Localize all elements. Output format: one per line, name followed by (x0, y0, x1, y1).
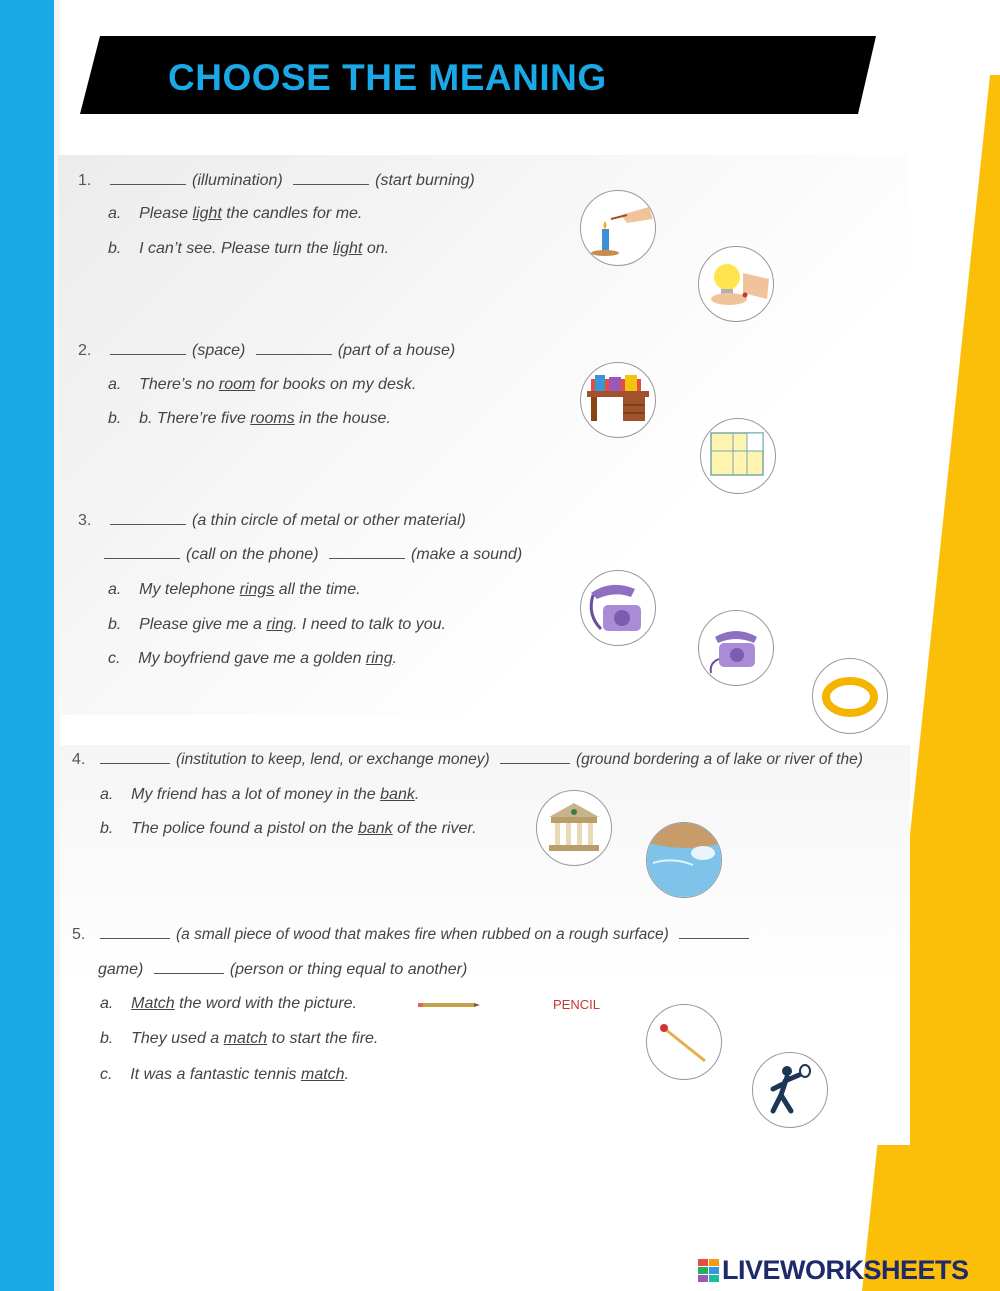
q1-def-1: (illumination) (192, 172, 283, 189)
q3-definition-2 (98, 546, 522, 564)
q4-b-label: b. (100, 820, 114, 837)
ring-icon[interactable] (812, 658, 888, 734)
q5-c-word: match (300, 1066, 345, 1083)
q2-a-label: a. (108, 376, 122, 393)
q3-c-pre: My boyfriend gave me a golden (138, 650, 366, 667)
q4-number: 4. (72, 751, 86, 768)
q5-b-label: b. (100, 1030, 114, 1047)
q3-c-word: ring (365, 650, 393, 667)
q3-number: 3. (78, 512, 92, 529)
q3-definition-1 (104, 512, 466, 530)
pencil-label: PENCIL (553, 997, 600, 1012)
q4-a-label: a. (100, 786, 114, 803)
q3-blank-3[interactable] (329, 546, 405, 559)
phone-icon[interactable] (580, 570, 656, 646)
q2-definitions (104, 342, 455, 360)
q3-b-label: b. (108, 616, 122, 633)
q1-b-label: b. (108, 240, 122, 257)
q2-a-post: for books on my desk. (255, 376, 417, 393)
riverbank-icon[interactable] (646, 822, 722, 898)
q1-blank-1[interactable] (110, 172, 186, 185)
q1-b-pre: I can’t see. Please turn the (139, 240, 334, 257)
q5-a-label: a. (100, 995, 114, 1012)
q5-a-post: the word with the picture. (174, 995, 358, 1012)
liveworksheets-logo: LIVEWORKSHEETS (722, 1255, 969, 1285)
q3-b-word: ring (266, 616, 293, 633)
q1-a-word: light (192, 205, 222, 222)
q1-a-post: the candles for me. (221, 205, 363, 222)
q3-def-3: (make a sound) (410, 546, 523, 563)
q1-sentence-b (108, 240, 389, 258)
q5-c-pre: It was a fantastic tennis (130, 1066, 301, 1083)
q1-b-word: light (333, 240, 363, 257)
candle-icon[interactable] (580, 190, 656, 266)
q5-c-post: . (344, 1066, 350, 1083)
q1-b-post: on. (362, 240, 390, 257)
q2-b-label: b. (108, 410, 122, 427)
liveworksheets-logo-mark (698, 1259, 720, 1283)
floorplan-icon[interactable] (700, 418, 776, 494)
q3-c-label: c. (108, 650, 121, 667)
q3-a-post: all the time. (274, 581, 361, 598)
q1-number: 1. (78, 172, 92, 189)
q1-blank-2[interactable] (293, 172, 369, 185)
q2-b-pre: b. There’re five (139, 410, 251, 427)
telephone-icon[interactable] (698, 610, 774, 686)
pencil-icon (418, 1000, 482, 1010)
q3-def-2: (call on the phone) (186, 546, 319, 563)
q1-a-pre: Please (139, 205, 193, 222)
q3-sentence-c (108, 650, 397, 668)
q2-blank-1[interactable] (110, 342, 186, 355)
q4-def-2: (ground bordering a of lake or river of the) (575, 751, 863, 768)
q2-number: 2. (78, 342, 92, 359)
q4-def-1: (institution to keep, lend, or exchange money) (176, 751, 490, 768)
q1-def-2: (start burning) (375, 172, 475, 189)
q5-c-label: c. (100, 1066, 113, 1083)
q4-sentence-a (100, 786, 419, 804)
q2-sentence-b (108, 410, 391, 428)
q4-blank-1[interactable] (100, 751, 170, 764)
q5-number: 5. (72, 926, 86, 943)
q5-sentence-b (100, 1030, 378, 1048)
q2-sentence-a (108, 376, 416, 394)
q5-def-3: (person or thing equal to another) (229, 961, 468, 978)
bank-building-icon[interactable] (536, 790, 612, 866)
q3-blank-2[interactable] (104, 546, 180, 559)
q4-a-word: bank (380, 786, 415, 803)
q4-a-post: . (414, 786, 420, 803)
q4-a-pre: My friend has a lot of money in the (131, 786, 381, 803)
q1-sentence-a (108, 205, 362, 223)
q4-blank-2[interactable] (500, 751, 570, 764)
q5-blank-1[interactable] (100, 926, 170, 939)
page-title: CHOOSE THE MEANING (168, 57, 607, 98)
q2-a-word: room (218, 376, 256, 393)
q3-c-post: . (392, 650, 398, 667)
q4-sentence-b (100, 820, 477, 838)
q5-def-2: game) (98, 961, 144, 978)
q2-b-word: rooms (250, 410, 295, 427)
q5-blank-3[interactable] (154, 961, 224, 974)
q3-a-pre: My telephone (139, 581, 240, 598)
q3-b-pre: Please give me a (139, 616, 267, 633)
tennis-player-icon[interactable] (752, 1052, 828, 1128)
q3-a-word: rings (239, 581, 275, 598)
q5-sentence-a (100, 995, 357, 1013)
q2-b-post: in the house. (294, 410, 391, 427)
q2-blank-2[interactable] (256, 342, 332, 355)
q5-b-word: match (223, 1030, 268, 1047)
q3-a-label: a. (108, 581, 122, 598)
q2-a-pre: There’s no (139, 376, 219, 393)
q3-sentence-a (108, 581, 361, 599)
q5-definition-2 (98, 961, 467, 979)
q5-def-1: (a small piece of wood that makes fire when rubbed on a rough surface) (176, 926, 669, 943)
q3-b-post: . I need to talk to you. (293, 616, 446, 633)
q5-definition-1 (94, 926, 755, 944)
q5-blank-2[interactable] (679, 926, 749, 939)
q4-b-post: of the river. (392, 820, 477, 837)
q1-a-label: a. (108, 205, 122, 222)
lightbulb-icon[interactable] (698, 246, 774, 322)
q5-a-word: Match (131, 995, 175, 1012)
q5-b-pre: They used a (131, 1030, 224, 1047)
q1-definitions (104, 172, 475, 190)
q3-blank-1[interactable] (110, 512, 186, 525)
q3-sentence-b (108, 616, 446, 634)
q5-sentence-c (100, 1066, 349, 1084)
desk-icon[interactable] (580, 362, 656, 438)
q5-b-post: to start the fire. (267, 1030, 379, 1047)
q4-definitions (94, 751, 863, 769)
q3-def-1: (a thin circle of metal or other material) (192, 512, 466, 529)
q4-b-word: bank (357, 820, 393, 837)
q4-b-pre: The police found a pistol on the (131, 820, 358, 837)
q2-def-1: (space) (192, 342, 246, 359)
matchstick-icon[interactable] (646, 1004, 722, 1080)
q2-def-2: (part of a house) (337, 342, 456, 359)
